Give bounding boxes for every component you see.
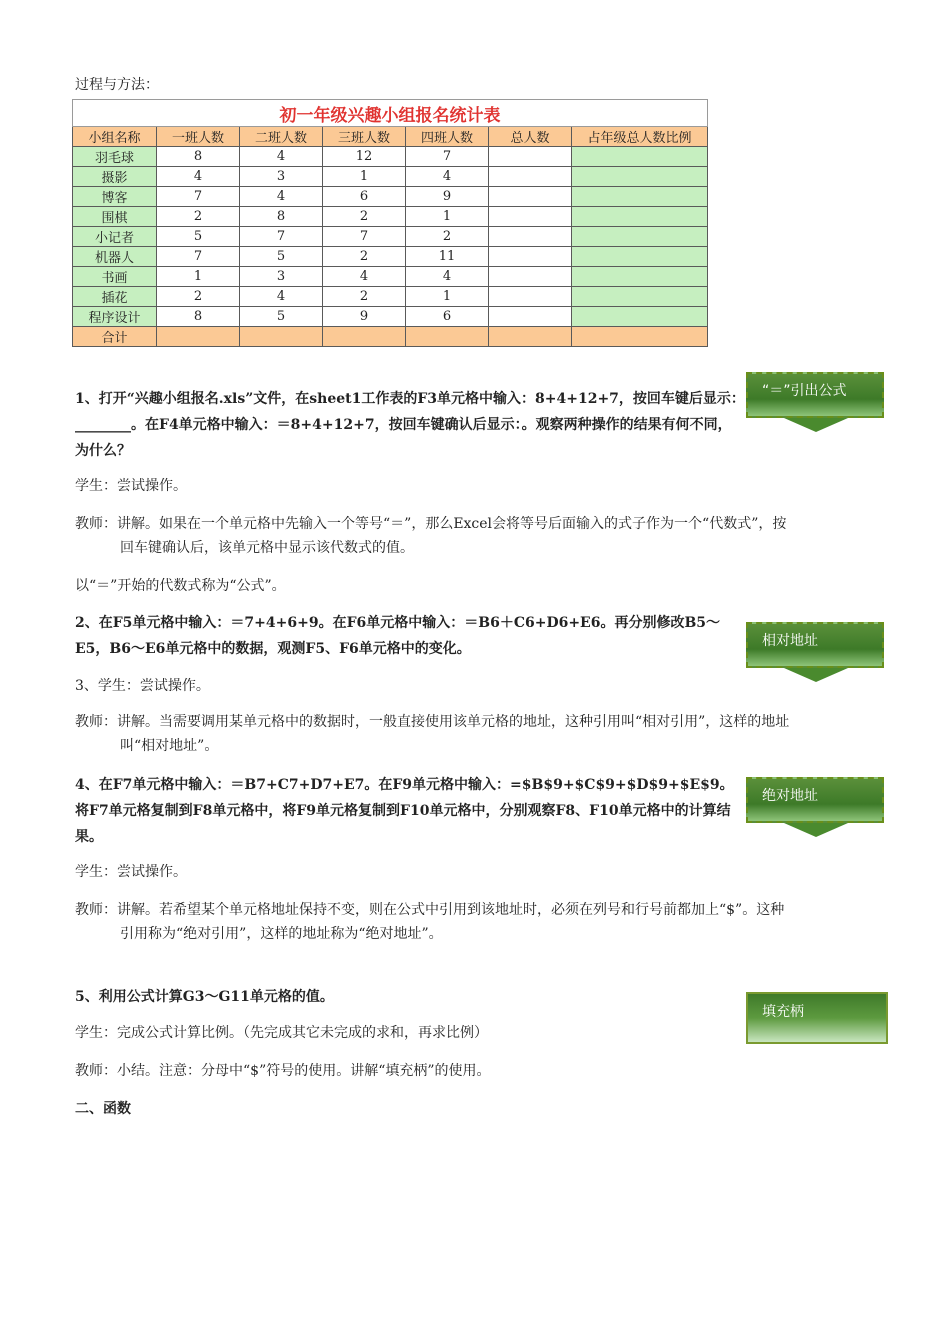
table-cell: 4 [157, 167, 240, 187]
table-cell: 7 [240, 227, 323, 247]
table-cell [157, 327, 240, 347]
column-header: 一班人数 [157, 127, 240, 147]
callout-formula-label: “＝”引出公式 [746, 372, 884, 418]
step-3-student: 3、学生：尝试操作。 [75, 678, 210, 694]
table-cell [572, 267, 708, 287]
table-cell: 8 [240, 207, 323, 227]
table-row [73, 247, 708, 267]
table-cell [572, 167, 708, 187]
callout-absolute-address [746, 777, 886, 843]
student-response-1: 学生：尝试操作。 [75, 478, 187, 494]
table-cell [572, 287, 708, 307]
teacher-explanation-3: 教师：讲解。若希望某个单元格地址保持不变，则在公式中引用到该地址时，必须在列号和行号前都加上“$”。这种引用称为“绝对引用”，这样的地址称为“绝对地址”。 [75, 902, 785, 942]
column-header: 总人数 [489, 127, 572, 147]
formula-definition: 以“＝”开始的代数式称为“公式”。 [75, 578, 286, 594]
callout-fill-handle: 填充柄 [746, 992, 888, 1044]
callout-absolute-label: 绝对地址 [746, 777, 884, 823]
table-row [73, 147, 708, 167]
table-row [73, 167, 708, 187]
step-1-text: 1、打开“兴趣小组报名.xls”文件，在sheet1工作表的F3单元格中输入：8+4+12+7，按回车键后显示：________。在F4单元格中输入：＝8+4+12+7，按回车键确认后显示：。观察两种操作的结果有何不同，为什么？ [75, 391, 745, 459]
column-header: 三班人数 [323, 127, 406, 147]
table-cell [323, 327, 406, 347]
table-cell: 9 [323, 307, 406, 327]
table-cell: 7 [406, 147, 489, 167]
table-cell [572, 147, 708, 167]
table-cell [572, 247, 708, 267]
callout-relative-label: 相对地址 [746, 622, 884, 668]
table-title: 初一年级兴趣小组报名统计表 [73, 100, 708, 127]
table-cell [489, 207, 572, 227]
table-cell: 5 [240, 247, 323, 267]
table-cell: 1 [157, 267, 240, 287]
table-row [73, 267, 708, 287]
table-cell: 3 [240, 267, 323, 287]
table-cell: 9 [406, 187, 489, 207]
table-cell: 3 [240, 167, 323, 187]
table-cell: 7 [157, 187, 240, 207]
table-cell [489, 227, 572, 247]
table-cell [572, 227, 708, 247]
table-cell: 4 [240, 147, 323, 167]
step-4-text: 4、在F7单元格中输入：＝B7+C7+D7+E7。在F9单元格中输入：=$B$9+$C$9+$D$9+$E$9。将F7单元格复制到F8单元格中，将F9单元格复制到F10单元格中，分别观察F8、F10单元格中的计算结果。 [75, 777, 734, 845]
group-name-cell: 博客 [73, 187, 157, 207]
section-label: 过程与方法： [75, 77, 159, 93]
teacher-summary: 教师：小结。注意：分母中“$”符号的使用。讲解“填充柄”的使用。 [75, 1063, 491, 1079]
table-cell: 2 [323, 287, 406, 307]
table-cell: 8 [157, 147, 240, 167]
table-cell: 2 [406, 227, 489, 247]
down-arrow-icon [784, 418, 848, 432]
table-cell: 4 [406, 167, 489, 187]
table-cell: 4 [323, 267, 406, 287]
table-cell [572, 327, 708, 347]
table-cell: 6 [323, 187, 406, 207]
table-cell: 2 [157, 207, 240, 227]
table-cell [572, 307, 708, 327]
table-cell: 2 [323, 247, 406, 267]
group-name-cell: 小记者 [73, 227, 157, 247]
step-5-text: 5、利用公式计算G3～G11单元格的值。 [75, 989, 334, 1005]
table-row [73, 187, 708, 207]
table-cell: 7 [323, 227, 406, 247]
column-header: 二班人数 [240, 127, 323, 147]
total-label: 合计 [73, 327, 157, 347]
table-cell: 1 [323, 167, 406, 187]
group-name-cell: 摄影 [73, 167, 157, 187]
table-cell [489, 167, 572, 187]
table-cell: 7 [157, 247, 240, 267]
table-cell: 5 [240, 307, 323, 327]
table-cell: 11 [406, 247, 489, 267]
table-cell: 2 [323, 207, 406, 227]
table-cell [489, 187, 572, 207]
table-cell [240, 327, 323, 347]
column-header: 四班人数 [406, 127, 489, 147]
group-name-cell: 羽毛球 [73, 147, 157, 167]
table-row [73, 227, 708, 247]
group-name-cell: 插花 [73, 287, 157, 307]
table-cell: 4 [240, 287, 323, 307]
callout-formula [746, 372, 886, 438]
table-cell [489, 287, 572, 307]
callout-relative-address [746, 622, 886, 688]
group-name-cell: 机器人 [73, 247, 157, 267]
table-cell [489, 147, 572, 167]
table-cell: 12 [323, 147, 406, 167]
group-name-cell: 书画 [73, 267, 157, 287]
table-cell: 5 [157, 227, 240, 247]
table-cell [489, 247, 572, 267]
section-heading-functions: 二、函数 [75, 1101, 131, 1117]
step-2-text: 2、在F5单元格中输入：＝7+4+6+9。在F6单元格中输入：＝B6＋C6+D6+E6。再分别修改B5～E5，B6～E6单元格中的数据，观测F5、F6单元格中的变化。 [75, 615, 721, 657]
table-cell: 8 [157, 307, 240, 327]
table-cell [489, 267, 572, 287]
student-response-3: 学生：完成公式计算比例。（先完成其它未完成的求和，再求比例） [75, 1025, 488, 1041]
signup-stats-table [72, 99, 708, 347]
table-cell: 4 [240, 187, 323, 207]
column-header: 占年级总人数比例 [572, 127, 708, 147]
table-cell: 2 [157, 287, 240, 307]
table-cell: 4 [406, 267, 489, 287]
table-cell: 1 [406, 207, 489, 227]
table-cell [489, 327, 572, 347]
table-row [73, 287, 708, 307]
table-cell [406, 327, 489, 347]
table-row [73, 207, 708, 227]
column-header: 小组名称 [73, 127, 157, 147]
teacher-explanation-2: 教师：讲解。当需要调用某单元格中的数据时，一般直接使用该单元格的地址，这种引用叫“相对引用”，这样的地址叫“相对地址”。 [75, 714, 790, 754]
table-cell [572, 207, 708, 227]
group-name-cell: 围棋 [73, 207, 157, 227]
down-arrow-icon [784, 668, 848, 682]
student-response-2: 学生：尝试操作。 [75, 864, 187, 880]
teacher-explanation-1: 教师：讲解。如果在一个单元格中先输入一个等号“＝”，那么Excel会将等号后面输入的式子作为一个“代数式”，按回车键确认后，该单元格中显示该代数式的值。 [75, 516, 787, 556]
group-name-cell: 程序设计 [73, 307, 157, 327]
table-cell: 1 [406, 287, 489, 307]
table-cell [489, 307, 572, 327]
table-cell [572, 187, 708, 207]
table-cell: 6 [406, 307, 489, 327]
table-row [73, 307, 708, 327]
down-arrow-icon [784, 823, 848, 837]
